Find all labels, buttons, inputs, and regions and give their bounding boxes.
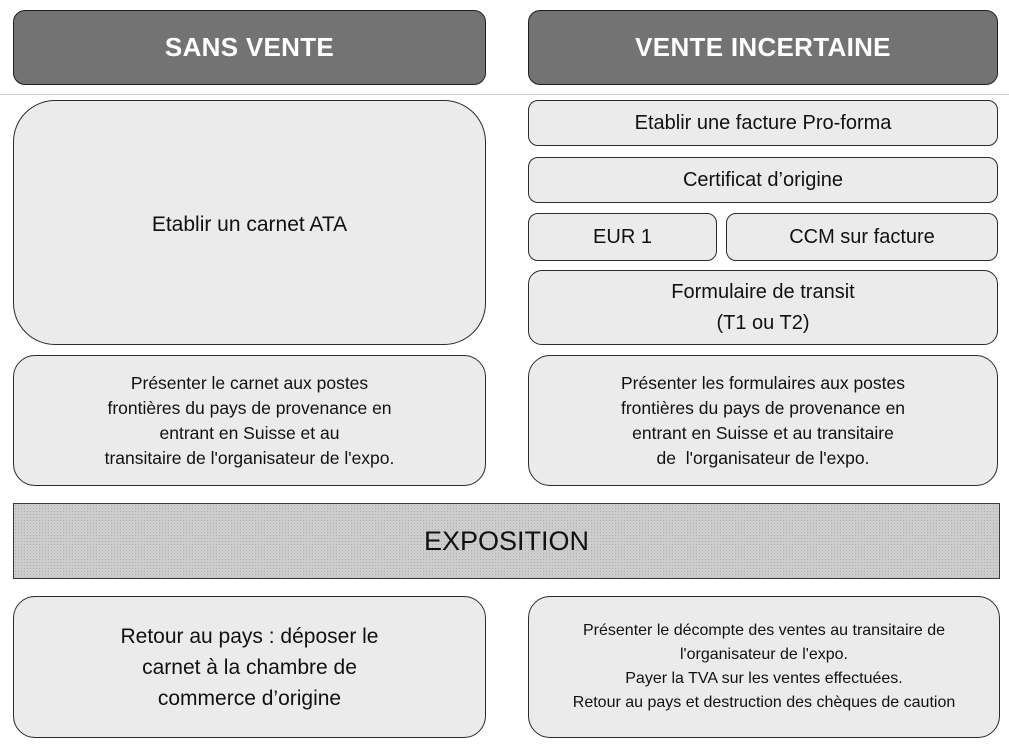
decompte-line-3: Payer la TVA sur les ventes effectuées. xyxy=(625,670,903,687)
header-vente-incertaine-label: VENTE INCERTAINE xyxy=(635,32,891,62)
present-formulaires-line-3: entrant en Suisse et au transitaire xyxy=(632,422,894,443)
eur1-box xyxy=(528,213,717,261)
carnet-ata-box xyxy=(13,100,486,345)
present-carnet-line-1: Présenter le carnet aux postes xyxy=(130,372,369,393)
ccm-facture-box xyxy=(726,213,998,261)
header-vente-incertaine xyxy=(528,10,998,85)
present-formulaires-line-2: frontières du pays de provenance en xyxy=(620,397,906,418)
header-sans-vente xyxy=(13,10,486,85)
present-carnet-box xyxy=(13,355,486,486)
retour-pays-line-1: Retour au pays : déposer le xyxy=(120,624,379,648)
present-carnet-line-4: transitaire de l'organisateur de l'expo. xyxy=(104,447,395,468)
retour-pays-line-3: commerce d’origine xyxy=(157,686,342,710)
certificat-origine-box xyxy=(528,157,998,203)
formulaire-transit-line-1: Formulaire de transit xyxy=(671,280,855,303)
formulaire-transit-line-2: (T1 ou T2) xyxy=(716,311,810,334)
decompte-ventes-box xyxy=(528,596,1000,738)
present-carnet-line-3: entrant en Suisse et au xyxy=(159,422,340,443)
ccm-facture-label: CCM sur facture xyxy=(789,225,935,248)
retour-pays-line-2: carnet à la chambre de xyxy=(142,655,357,679)
formulaire-transit-box xyxy=(528,270,998,345)
present-formulaires-line-4: de l'organisateur de l'expo. xyxy=(656,447,870,468)
facture-pro-forma-box xyxy=(528,100,998,146)
present-carnet-line-2: frontières du pays de provenance en xyxy=(107,397,392,418)
facture-pro-forma-label: Etablir une facture Pro-forma xyxy=(634,111,892,134)
decompte-line-2: l'organisateur de l'expo. xyxy=(680,646,848,663)
eur1-label: EUR 1 xyxy=(593,225,652,248)
decompte-line-1: Présenter le décompte des ventes au transitaire de xyxy=(583,622,945,639)
decompte-line-4: Retour au pays et destruction des chèques de caution xyxy=(572,694,956,711)
header-divider xyxy=(0,94,1009,95)
carnet-ata-label: Etablir un carnet ATA xyxy=(151,213,348,236)
present-formulaires-line-1: Présenter les formulaires aux postes xyxy=(620,372,906,393)
certificat-origine-label: Certificat d’origine xyxy=(682,168,844,191)
exposition-band xyxy=(13,503,1000,579)
retour-pays-box xyxy=(13,596,486,738)
header-sans-vente-label: SANS VENTE xyxy=(164,32,335,62)
exposition-label: EXPOSITION xyxy=(423,525,590,556)
present-formulaires-box xyxy=(528,355,998,486)
